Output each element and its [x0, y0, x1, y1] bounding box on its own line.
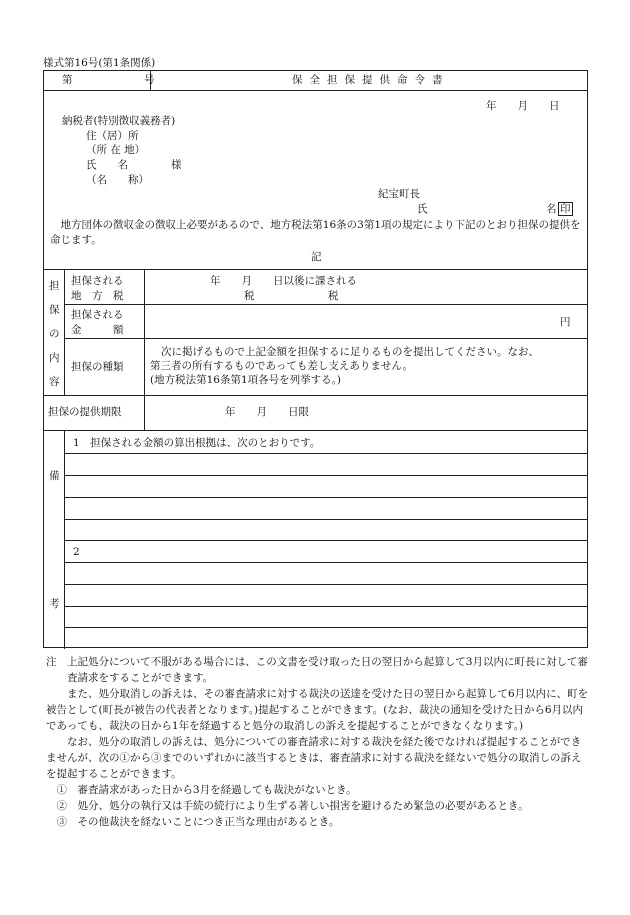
- content-char-4: 内: [49, 352, 60, 364]
- ki-label: 記: [311, 251, 322, 263]
- remarks-label-2: 考: [49, 598, 60, 610]
- notes-section: [46, 654, 591, 830]
- title-name-label: （名 称）: [86, 174, 149, 186]
- tax-label-1: 担保される: [71, 275, 124, 287]
- document-title: 保全担保提供命令書: [292, 74, 450, 86]
- form-id: 様式第16号(第1条関係): [43, 57, 156, 69]
- form-table: [43, 70, 588, 648]
- issuer-office: 紀宝町長: [378, 188, 420, 200]
- issuer-name-end: 名: [546, 203, 557, 215]
- type-text-3: (地方税法第16条第1項各号を列挙する。): [150, 374, 341, 386]
- tax-value-1: 年 月 日以後に課される: [210, 275, 357, 287]
- seal-mark: 印: [560, 203, 571, 215]
- remarks-label-1: 備: [49, 470, 60, 482]
- note-item-1: ① 審査請求があった日から3月を経過しても裁決がないとき。: [56, 784, 357, 796]
- amount-unit: 円: [560, 316, 571, 328]
- date-line: 年 月 日: [486, 100, 560, 112]
- honorific: 様: [171, 159, 182, 171]
- note-2: また、処分取消しの訴えは、その審査請求に対する裁決の送達を受けた日の翌日から起算して6月以内に、町を被告として(町長が被告の代表者となります。)提起することができます。(なお、裁決の通知を受けた日から6月以内であっても、裁決の日から1年を経過すると処分の取消しの訴えを提起することができなくなります。): [46, 688, 589, 732]
- location-label: （所 在 地）: [86, 144, 146, 156]
- name-label: 氏 名: [86, 159, 128, 171]
- content-char-3: の: [49, 328, 60, 340]
- address-label: 住（居）所: [86, 130, 139, 142]
- deadline-label: 担保の提供期限: [48, 406, 122, 418]
- amount-label-1: 担保される: [71, 309, 124, 321]
- amount-label-2: 金 額: [71, 324, 124, 336]
- tax-value-2: 税 税: [244, 290, 339, 302]
- note-item-2: ② 処分、処分の執行又は手続の続行により生ずる著しい損害を避けるため緊急の必要があるとき。: [56, 800, 529, 812]
- content-char-5: 容: [49, 376, 60, 388]
- deadline-value: 年 月 日限: [225, 406, 309, 418]
- remarks-item-1: 1 担保される金額の算出根拠は、次のとおりです。: [73, 437, 321, 449]
- remarks-item-2: 2: [73, 546, 80, 558]
- note-item-3: ③ その他裁決を経ないことにつき正当な理由があるとき。: [56, 816, 340, 828]
- number-label: 第 号: [62, 74, 165, 86]
- taxpayer-label: 納税者(特別徴収義務者): [62, 115, 176, 127]
- type-label: 担保の種類: [71, 361, 124, 373]
- content-char-2: 保: [49, 304, 60, 316]
- content-char-1: 担: [49, 280, 60, 292]
- note-3: なお、処分の取消しの訴えは、処分についての審査請求に対する裁決を経た後でなければ提起することができませんが、次の①から③までのいずれかに該当するときは、審査請求に対する裁決を経ないで処分の取消しの訴えを提起することができます。: [46, 736, 582, 780]
- issuer-name-label: 氏: [417, 203, 428, 215]
- note-1: 注 上記処分について不服がある場合には、この文書を受け取った日の翌日から起算して3月以内に町長に対して審査請求をすることができます。: [46, 656, 588, 684]
- type-text-1: 次に掲げるもので上記金額を担保するに足りるものを提出してください。なお、: [161, 346, 539, 358]
- type-text-2: 第三者の所有するものであっても差し支えありません。: [150, 360, 414, 372]
- body-text: 地方団体の徴収金の徴収上必要があるので、地方税法第16条の3第1項の規定により下記のとおり担保の提供を命じます。: [50, 219, 581, 246]
- tax-label-2: 地 方 税: [71, 290, 124, 302]
